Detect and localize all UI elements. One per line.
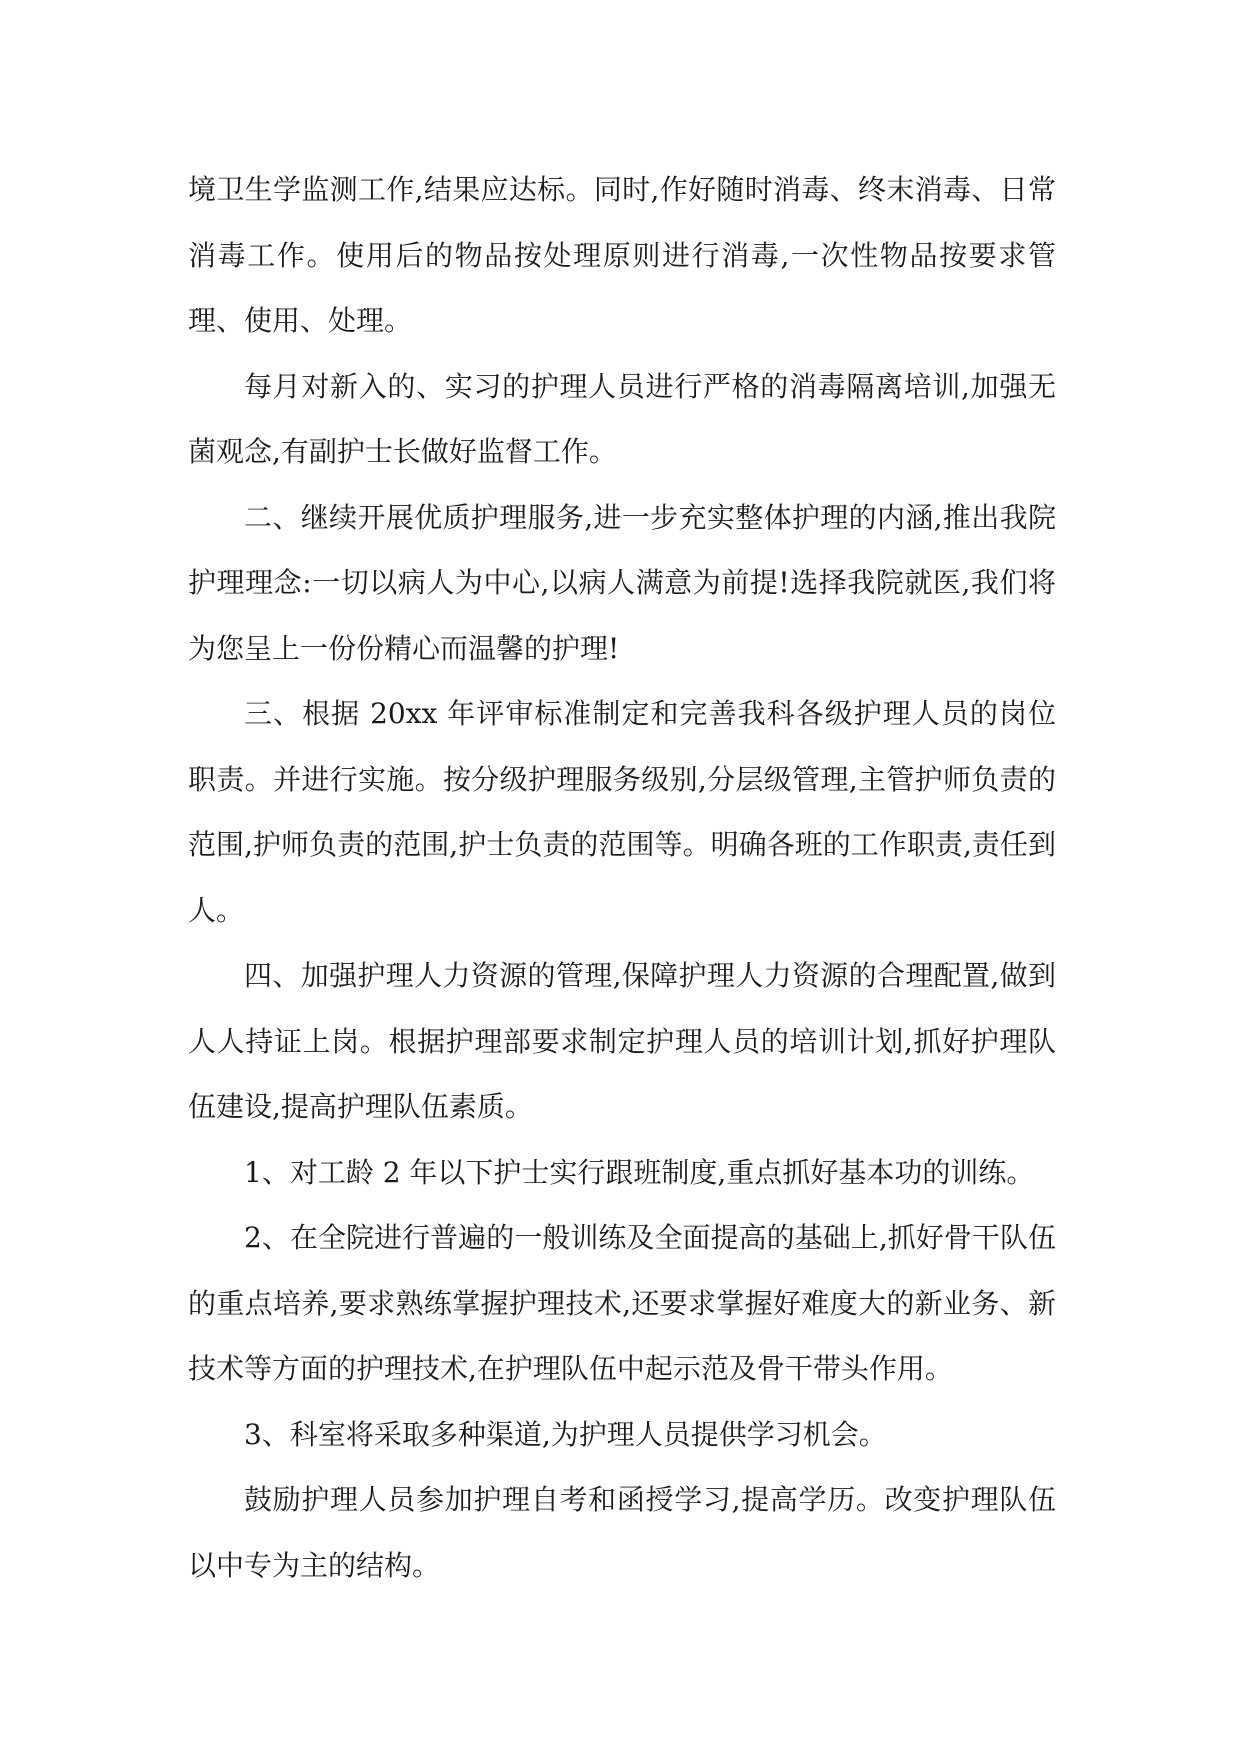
- paragraph-8: 3、科室将采取多种渠道,为护理人员提供学习机会。: [244, 1417, 887, 1451]
- paragraph-6: 1、对工龄 2 年以下护士实行跟班制度,重点抓好基本功的训练。: [244, 1155, 1035, 1189]
- paragraph-7: 2、在全院进行普遍的一般训练及全面提高的基础上,抓好骨干队伍的重点培养,要求熟练掌握护理技术,还要求掌握好难度大的新业务、新技术等方面的护理技术,在护理队伍中起示范及骨干带头作用。: [188, 1221, 1056, 1385]
- document-body: [188, 157, 1056, 1598]
- paragraph-4: 三、根据 20xx 年评审标准制定和完善我科各级护理人员的岗位职责。并进行实施。按分级护理服务级别,分层级管理,主管护师负责的范围,护师负责的范围,护士负责的范围等。明确各班的工作职责,责任到人。: [188, 697, 1056, 927]
- paragraph-5: 四、加强护理人力资源的管理,保障护理人力资源的合理配置,做到人人持证上岗。根据护理部要求制定护理人员的培训计划,抓好护理队伍建设,提高护理队伍素质。: [188, 959, 1056, 1123]
- paragraph-1: 境卫生学监测工作,结果应达标。同时,作好随时消毒、终末消毒、日常消毒工作。使用后的物品按处理原则进行消毒,一次性物品按要求管理、使用、处理。: [188, 173, 1056, 337]
- paragraph-2: 每月对新入的、实习的护理人员进行严格的消毒隔离培训,加强无菌观念,有副护士长做好监督工作。: [188, 369, 1056, 468]
- paragraph-9: 鼓励护理人员参加护理自考和函授学习,提高学历。改变护理队伍以中专为主的结构。: [188, 1483, 1056, 1582]
- paragraph-3: 二、继续开展优质护理服务,进一步充实整体护理的内涵,推出我院护理理念:一切以病人为中心,以病人满意为前提!选择我院就医,我们将为您呈上一份份精心而温馨的护理!: [188, 500, 1056, 665]
